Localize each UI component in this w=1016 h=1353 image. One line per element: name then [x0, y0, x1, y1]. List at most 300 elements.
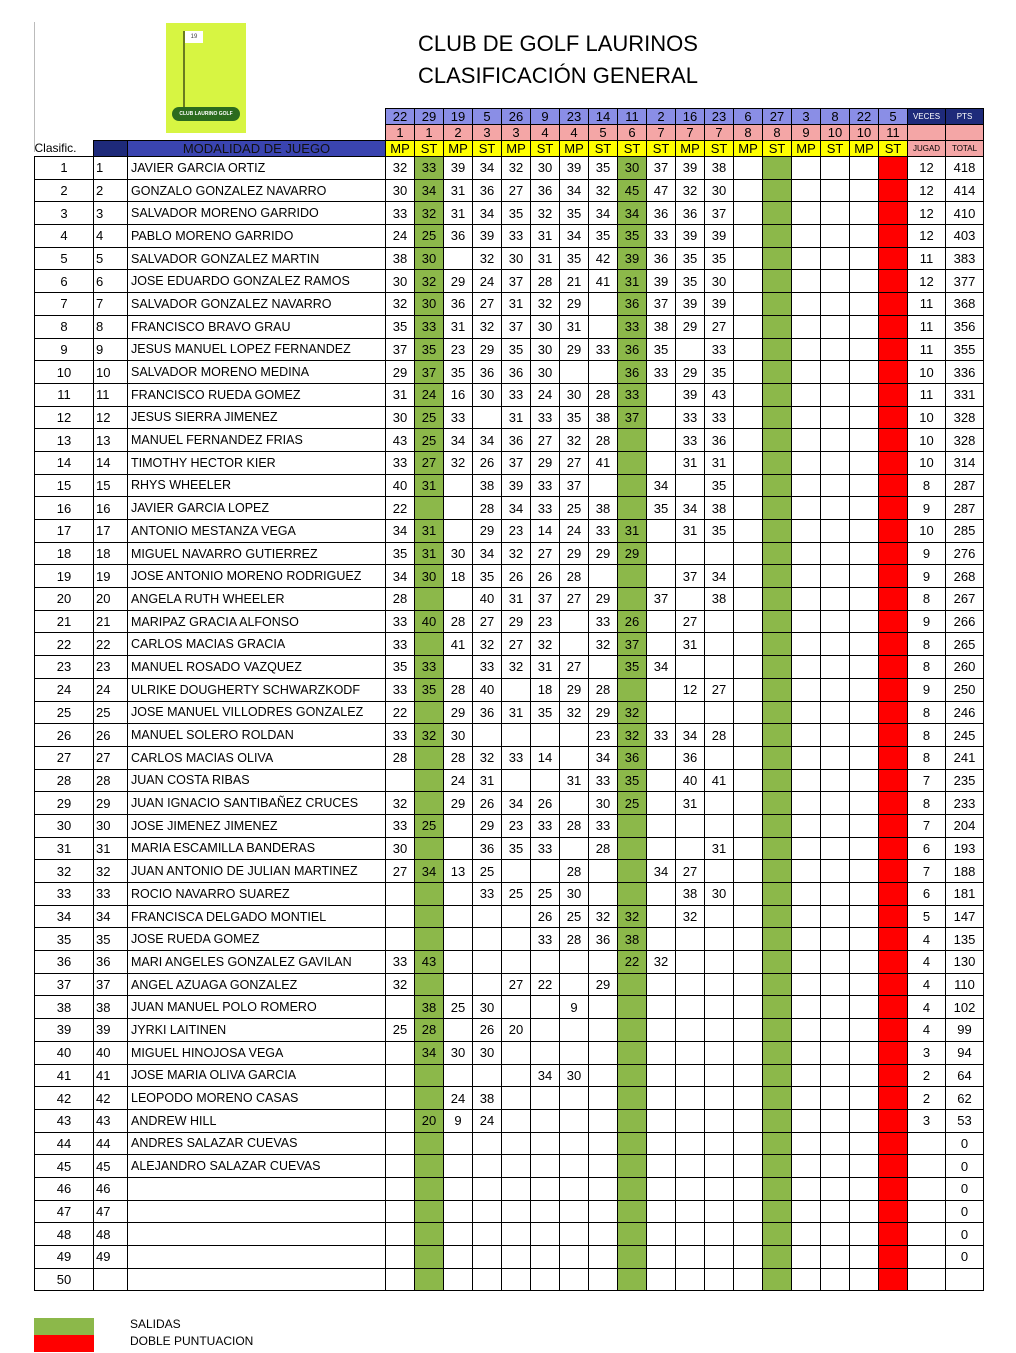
score-cell	[879, 1155, 908, 1178]
score-cell	[792, 701, 821, 724]
score-cell	[879, 1268, 908, 1291]
score-cell	[618, 1064, 647, 1087]
position-cell: 25	[35, 701, 94, 724]
table-row	[35, 973, 984, 996]
score-cell	[734, 1109, 763, 1132]
score-cell	[676, 928, 705, 951]
table-row	[35, 520, 984, 543]
score-cell	[676, 1041, 705, 1064]
jugad-cell: 8	[908, 746, 946, 769]
score-cell	[444, 247, 473, 270]
score-cell: 34	[502, 497, 531, 520]
score-cell	[560, 1019, 589, 1042]
score-cell: 33	[676, 406, 705, 429]
score-cell: 32	[647, 951, 676, 974]
score-cell	[879, 701, 908, 724]
score-cell: 25	[473, 860, 502, 883]
score-cell: 31	[502, 588, 531, 611]
score-cell	[763, 520, 792, 543]
score-cell	[386, 1041, 415, 1064]
score-cell	[850, 474, 879, 497]
score-cell: 30	[386, 837, 415, 860]
score-cell	[879, 225, 908, 248]
score-cell	[821, 1109, 850, 1132]
score-cell	[415, 883, 444, 906]
player-name: JUAN ANTONIO DE JULIAN MARTINEZ	[128, 860, 386, 883]
player-name: MARI ANGELES GONZALEZ GAVILAN	[128, 951, 386, 974]
score-cell: 25	[386, 1019, 415, 1042]
total-cell: 64	[946, 1064, 984, 1087]
date-cell: 26	[502, 109, 531, 125]
table-row	[35, 814, 984, 837]
score-cell	[444, 1019, 473, 1042]
mode-cell: MP	[386, 141, 415, 157]
score-cell	[589, 951, 618, 974]
score-cell	[531, 1223, 560, 1246]
score-cell: 32	[473, 633, 502, 656]
score-cell	[850, 565, 879, 588]
jugad-cell: 7	[908, 860, 946, 883]
score-cell	[879, 406, 908, 429]
score-cell	[850, 179, 879, 202]
score-cell	[705, 1132, 734, 1155]
score-cell: 34	[647, 860, 676, 883]
score-cell	[763, 905, 792, 928]
score-cell: 32	[618, 905, 647, 928]
score-cell	[705, 701, 734, 724]
score-cell	[560, 1132, 589, 1155]
score-cell	[647, 905, 676, 928]
score-cell: 31	[618, 520, 647, 543]
title-line-1: CLUB DE GOLF LAURINOS	[418, 31, 698, 56]
player-name: FRANCISCO RUEDA GOMEZ	[128, 383, 386, 406]
score-cell	[734, 383, 763, 406]
score-cell	[850, 202, 879, 225]
score-cell	[792, 746, 821, 769]
score-cell	[618, 837, 647, 860]
month-cell: 11	[879, 125, 908, 141]
score-cell	[792, 1268, 821, 1291]
score-cell	[792, 1177, 821, 1200]
score-cell: 34	[531, 1064, 560, 1087]
position-cell: 20	[35, 588, 94, 611]
total-cell: 410	[946, 202, 984, 225]
score-cell	[531, 1155, 560, 1178]
score-cell: 28	[473, 497, 502, 520]
number-cell: 28	[94, 769, 128, 792]
position-cell: 41	[35, 1064, 94, 1087]
score-cell	[560, 1177, 589, 1200]
player-name: RHYS WHEELER	[128, 474, 386, 497]
score-cell	[444, 1155, 473, 1178]
score-cell	[850, 1268, 879, 1291]
score-cell	[734, 1200, 763, 1223]
score-cell	[821, 520, 850, 543]
score-cell: 34	[473, 157, 502, 180]
score-cell: 33	[531, 474, 560, 497]
score-cell	[734, 451, 763, 474]
score-cell	[618, 1041, 647, 1064]
score-cell: 31	[531, 225, 560, 248]
score-cell	[879, 769, 908, 792]
score-cell	[763, 1041, 792, 1064]
table-row	[35, 270, 984, 293]
score-cell	[676, 951, 705, 974]
score-cell	[676, 701, 705, 724]
score-cell: 38	[676, 883, 705, 906]
score-cell	[734, 406, 763, 429]
score-cell: 30	[589, 792, 618, 815]
month-cell: 10	[850, 125, 879, 141]
score-cell	[444, 1064, 473, 1087]
score-cell	[821, 905, 850, 928]
score-cell	[879, 973, 908, 996]
score-cell: 36	[502, 361, 531, 384]
score-cell	[850, 1155, 879, 1178]
number-cell: 12	[94, 406, 128, 429]
score-cell: 35	[705, 474, 734, 497]
score-cell: 26	[473, 792, 502, 815]
score-cell: 24	[444, 1087, 473, 1110]
mode-cell: ST	[589, 141, 618, 157]
score-cell	[560, 951, 589, 974]
score-cell	[792, 996, 821, 1019]
score-cell: 30	[473, 996, 502, 1019]
player-name: SALVADOR MORENO GARRIDO	[128, 202, 386, 225]
score-cell: 33	[618, 383, 647, 406]
score-cell	[821, 656, 850, 679]
jugad-label: JUGAD	[908, 141, 946, 157]
score-cell: 29	[444, 270, 473, 293]
jugad-cell: 7	[908, 769, 946, 792]
jugad-cell: 4	[908, 951, 946, 974]
total-cell: 245	[946, 724, 984, 747]
score-cell: 36	[473, 837, 502, 860]
total-cell: 0	[946, 1177, 984, 1200]
score-cell	[647, 883, 676, 906]
score-cell: 22	[386, 701, 415, 724]
score-cell: 33	[415, 315, 444, 338]
score-cell: 33	[647, 361, 676, 384]
score-cell: 36	[618, 338, 647, 361]
score-cell	[734, 1223, 763, 1246]
score-cell	[850, 905, 879, 928]
score-cell	[444, 1132, 473, 1155]
score-cell: 38	[618, 928, 647, 951]
score-cell	[821, 202, 850, 225]
score-cell	[850, 724, 879, 747]
score-cell	[705, 1155, 734, 1178]
score-cell	[676, 837, 705, 860]
score-cell	[444, 1246, 473, 1269]
score-cell: 31	[560, 769, 589, 792]
player-name: JUAN COSTA RIBAS	[128, 769, 386, 792]
player-name: JOSE RUEDA GOMEZ	[128, 928, 386, 951]
table-row	[35, 837, 984, 860]
score-cell	[850, 951, 879, 974]
jugad-cell: 4	[908, 1019, 946, 1042]
score-cell	[531, 1041, 560, 1064]
score-cell	[444, 497, 473, 520]
mode-cell: ST	[473, 141, 502, 157]
mode-cell: MP	[792, 141, 821, 157]
score-cell: 23	[502, 814, 531, 837]
score-cell	[560, 1155, 589, 1178]
logo-flag: 19	[185, 31, 203, 43]
month-cell: 1	[386, 125, 415, 141]
score-cell: 26	[531, 792, 560, 815]
date-cell: 22	[386, 109, 415, 125]
position-cell: 18	[35, 542, 94, 565]
total-cell: 94	[946, 1041, 984, 1064]
jugad-cell: 12	[908, 179, 946, 202]
score-cell: 30	[560, 883, 589, 906]
score-cell: 30	[386, 270, 415, 293]
player-name: CARLOS MACIAS GRACIA	[128, 633, 386, 656]
total-cell: 336	[946, 361, 984, 384]
score-cell	[821, 1223, 850, 1246]
score-cell	[879, 951, 908, 974]
total-cell: 418	[946, 157, 984, 180]
score-cell: 24	[531, 383, 560, 406]
score-cell	[763, 1268, 792, 1291]
score-cell: 30	[705, 270, 734, 293]
score-cell	[618, 1155, 647, 1178]
score-cell	[386, 996, 415, 1019]
score-cell: 39	[618, 247, 647, 270]
score-cell: 33	[473, 656, 502, 679]
score-cell: 32	[473, 247, 502, 270]
number-cell: 26	[94, 724, 128, 747]
score-cell: 31	[531, 247, 560, 270]
blank-cell	[94, 109, 128, 125]
month-cell: 3	[502, 125, 531, 141]
score-cell	[676, 973, 705, 996]
score-cell	[618, 996, 647, 1019]
score-cell: 36	[647, 202, 676, 225]
score-cell: 30	[560, 1064, 589, 1087]
score-cell	[705, 814, 734, 837]
score-cell	[676, 1064, 705, 1087]
score-cell	[821, 610, 850, 633]
score-cell	[531, 860, 560, 883]
score-cell	[560, 1041, 589, 1064]
blank-cell	[946, 125, 984, 141]
player-name: ANTONIO MESTANZA VEGA	[128, 520, 386, 543]
score-cell	[618, 814, 647, 837]
score-cell	[850, 1041, 879, 1064]
score-cell	[560, 1200, 589, 1223]
score-cell	[792, 451, 821, 474]
score-cell: 35	[473, 565, 502, 588]
score-cell	[676, 996, 705, 1019]
score-cell: 38	[386, 247, 415, 270]
score-cell	[589, 1223, 618, 1246]
score-cell: 31	[386, 383, 415, 406]
total-cell: 285	[946, 520, 984, 543]
score-cell: 30	[473, 383, 502, 406]
jugad-cell: 6	[908, 837, 946, 860]
score-cell	[850, 225, 879, 248]
month-cell: 4	[531, 125, 560, 141]
score-cell	[676, 1109, 705, 1132]
score-cell	[792, 837, 821, 860]
score-cell	[850, 1132, 879, 1155]
total-cell: 235	[946, 769, 984, 792]
player-name: JYRKI LAITINEN	[128, 1019, 386, 1042]
score-cell: 37	[502, 315, 531, 338]
total-cell: 241	[946, 746, 984, 769]
player-name: JAVIER GARCIA ORTIZ	[128, 157, 386, 180]
score-cell: 29	[444, 701, 473, 724]
score-cell	[821, 1177, 850, 1200]
score-cell	[531, 1109, 560, 1132]
score-cell	[763, 451, 792, 474]
number-cell: 49	[94, 1246, 128, 1269]
jugad-cell: 10	[908, 520, 946, 543]
score-cell: 24	[473, 270, 502, 293]
score-cell: 26	[473, 1019, 502, 1042]
score-cell	[879, 724, 908, 747]
score-cell	[415, 1087, 444, 1110]
position-cell: 9	[35, 338, 94, 361]
score-cell	[763, 361, 792, 384]
score-cell	[734, 1041, 763, 1064]
jugad-cell: 8	[908, 792, 946, 815]
score-cell	[734, 1155, 763, 1178]
score-cell	[821, 406, 850, 429]
mode-cell: MP	[502, 141, 531, 157]
jugad-cell: 4	[908, 996, 946, 1019]
score-cell: 33	[676, 429, 705, 452]
score-cell	[850, 157, 879, 180]
date-cell: 29	[415, 109, 444, 125]
score-cell: 35	[531, 701, 560, 724]
player-name	[128, 1223, 386, 1246]
table-row	[35, 633, 984, 656]
score-cell	[821, 701, 850, 724]
score-cell	[763, 656, 792, 679]
number-cell: 21	[94, 610, 128, 633]
score-cell: 35	[386, 656, 415, 679]
score-cell: 23	[531, 610, 560, 633]
score-cell: 40	[473, 678, 502, 701]
table-row	[35, 315, 984, 338]
score-cell: 28	[589, 383, 618, 406]
score-cell: 34	[560, 225, 589, 248]
score-cell	[415, 588, 444, 611]
score-cell: 25	[415, 225, 444, 248]
total-cell: 250	[946, 678, 984, 701]
number-cell: 27	[94, 746, 128, 769]
table-row	[35, 474, 984, 497]
jugad-cell: 12	[908, 157, 946, 180]
score-cell	[850, 1177, 879, 1200]
date-cell: 22	[850, 109, 879, 125]
score-cell: 31	[415, 520, 444, 543]
number-cell: 36	[94, 951, 128, 974]
table-row	[35, 1246, 984, 1269]
score-cell	[676, 656, 705, 679]
total-cell: 276	[946, 542, 984, 565]
score-cell	[792, 928, 821, 951]
player-name: MARIPAZ GRACIA ALFONSO	[128, 610, 386, 633]
score-cell: 32	[386, 293, 415, 316]
mode-cell: ST	[763, 141, 792, 157]
jugad-cell: 4	[908, 928, 946, 951]
score-cell	[647, 746, 676, 769]
score-cell	[821, 724, 850, 747]
score-cell	[676, 1246, 705, 1269]
date-cell: 5	[473, 109, 502, 125]
score-cell: 37	[647, 157, 676, 180]
score-cell	[763, 497, 792, 520]
score-cell	[879, 293, 908, 316]
score-cell	[763, 633, 792, 656]
score-cell: 32	[502, 157, 531, 180]
score-cell	[850, 792, 879, 815]
table-row	[35, 1223, 984, 1246]
score-cell	[676, 1177, 705, 1200]
score-cell: 34	[415, 1041, 444, 1064]
score-cell: 31	[531, 656, 560, 679]
score-cell	[647, 792, 676, 815]
score-cell	[821, 792, 850, 815]
score-cell	[618, 973, 647, 996]
score-cell: 30	[618, 157, 647, 180]
score-cell	[763, 610, 792, 633]
score-cell	[502, 1132, 531, 1155]
total-cell: 328	[946, 406, 984, 429]
score-cell: 33	[415, 656, 444, 679]
score-cell: 26	[502, 565, 531, 588]
score-cell: 31	[676, 792, 705, 815]
score-cell: 22	[618, 951, 647, 974]
score-cell: 39	[676, 225, 705, 248]
position-cell: 23	[35, 656, 94, 679]
score-cell	[473, 724, 502, 747]
month-cell: 7	[647, 125, 676, 141]
number-cell: 41	[94, 1064, 128, 1087]
score-cell	[473, 1268, 502, 1291]
score-cell: 27	[473, 610, 502, 633]
score-cell	[879, 361, 908, 384]
score-cell	[734, 1087, 763, 1110]
score-cell: 36	[618, 746, 647, 769]
mode-cell: MP	[734, 141, 763, 157]
total-cell: 0	[946, 1223, 984, 1246]
score-cell	[502, 1223, 531, 1246]
score-cell: 33	[502, 225, 531, 248]
score-cell	[763, 565, 792, 588]
score-cell	[647, 520, 676, 543]
total-cell: 204	[946, 814, 984, 837]
score-cell	[502, 769, 531, 792]
score-cell	[821, 315, 850, 338]
table-row	[35, 429, 984, 452]
jugad-cell: 8	[908, 656, 946, 679]
score-cell	[676, 814, 705, 837]
position-cell: 26	[35, 724, 94, 747]
score-cell	[850, 270, 879, 293]
score-cell	[734, 497, 763, 520]
score-cell	[792, 973, 821, 996]
player-name: ALEJANDRO SALAZAR CUEVAS	[128, 1155, 386, 1178]
score-cell	[821, 497, 850, 520]
jugad-cell: 2	[908, 1064, 946, 1087]
score-cell: 27	[502, 973, 531, 996]
score-cell	[821, 951, 850, 974]
